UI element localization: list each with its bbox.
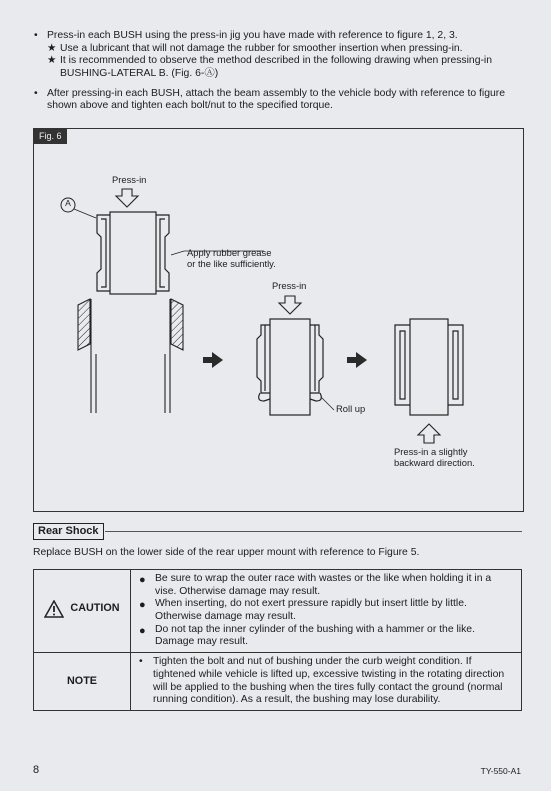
note-header: NOTE [34,653,131,711]
star-note-2 [47,55,524,80]
figure-6 [33,128,524,512]
roll-up-leader [321,397,334,410]
bushing-final-icon [395,319,463,415]
press-in-label-2: Press-in [272,280,307,291]
dot-icon: ● [139,624,146,637]
bullet-symbol: • [34,30,38,41]
dot-icon: ● [139,574,146,586]
rear-shock-heading: Rear Shock [33,523,104,540]
intro-bullet-1 [34,30,524,81]
intro-bullet-1-text: Press-in each BUSH using the press-in jig you have made with reference to figure 1, 2, 3. [47,30,458,41]
section-divider [105,531,522,532]
press-in-arrow-up-icon [418,424,440,443]
bushing-a-icon [97,212,169,294]
note-item-1-text: Tighten the bolt and nut of bushing under the curb weight condition. If tightened while vehicle is lifted up, excessive twisting in the rotating direction will be applied to the bushing when the tires fully contact the ground (normal running condition). As a result, the bushing may lose durability. [153,656,505,706]
marker-a-label: A [65,198,71,208]
caution-items [131,570,522,653]
bullet-symbol: • [139,656,143,668]
star-icon: ★ [47,55,57,67]
arrow-right-icon [203,352,223,368]
note-item-1 [139,656,515,707]
document-code: TY-550-A1 [480,766,521,776]
roll-up-label: Roll up [336,403,366,414]
figure-tag: Fig. 6 [34,129,67,144]
star-note-1 [47,43,524,56]
page-number: 8 [33,764,40,776]
intro-bullet-2 [34,88,524,113]
slight-label-line2: backward direction. [394,457,475,468]
note-items [131,653,522,711]
star-icon: ★ [47,42,57,54]
bushing-roll-up-icon [257,319,323,415]
caution-row [34,570,522,653]
caution-note-table [33,569,522,711]
caution-item-3 [139,624,515,649]
arrow-right-icon [347,352,367,368]
slight-label-line1: Press-in a slightly [394,446,468,457]
press-in-label-1: Press-in [112,174,147,185]
press-in-arrow-down-icon [116,189,138,207]
caution-label: CAUTION [70,602,120,615]
caution-item-1 [139,573,515,598]
bullet-symbol: • [34,87,38,99]
caution-item-3-text: Do not tap the inner cylinder of the bushing with a hammer or the like. Damage may result. [155,623,475,648]
note-row [34,653,522,711]
press-in-arrow-down-icon [279,296,301,314]
caution-item-2 [139,598,515,623]
grease-label-line1: Apply rubber grease [187,247,272,258]
press-jig-icon [78,299,183,413]
star-note-1-text: Use a lubricant that will not damage the rubber for smoother insertion when pressing-in. [60,42,463,54]
star-note-2-text: It is recommended to observe the method described in the following drawing when pressing-in BUSHING-LATERAL B. (Fig. 6-Ⓐ) [60,55,493,80]
caution-header [34,570,131,653]
warning-triangle-icon [44,600,64,618]
dot-icon: ● [139,599,146,612]
marker-a-leader [74,209,96,218]
intro-bullet-2-text: After pressing-in each BUSH, attach the beam assembly to the vehicle body with reference to figure shown above and tighten each bolt/nut to the specified torque. [47,87,505,112]
grease-label-line2: or the like sufficiently. [187,258,276,269]
intro-bullets [34,30,524,120]
rear-shock-instruction: Replace BUSH on the lower side of the rear upper mount with reference to Figure 5. [33,547,420,558]
caution-item-1-text: Be sure to wrap the outer race with wastes or the like when holding it in a vise. Otherwise damage may result. [155,573,492,597]
caution-item-2-text: When inserting, do not exert pressure rapidly but insert little by little. Otherwise damage may result. [155,598,467,623]
